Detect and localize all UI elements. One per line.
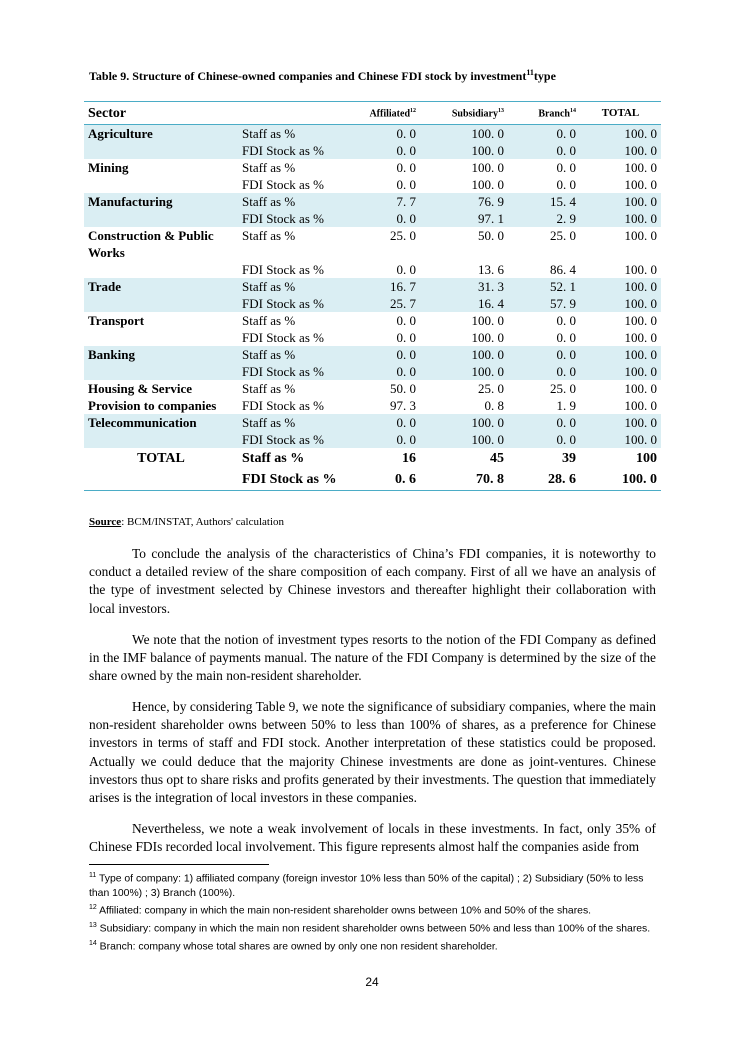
measure-cell: Staff as %: [238, 278, 354, 295]
measure-cell: Staff as %: [242, 228, 296, 243]
table-caption: Table 9. Structure of Chinese-owned companies and Chinese FDI stock by investment$^{11}$type: [89, 68, 556, 83]
affiliated-cell: 0. 0: [354, 210, 420, 227]
total-cell: 100: [636, 451, 657, 466]
affiliated-cell: 0. 0: [354, 346, 420, 363]
sector-cell: Mining: [88, 160, 129, 175]
total-cell: 100. 0: [624, 330, 657, 345]
table-row: [84, 329, 661, 346]
measure-cell: FDI Stock as %: [238, 142, 354, 159]
footnote: $^{12}$ Affiliated: company in which the main non-resident shareholder owns between 10% and 50% of the shares.: [89, 904, 592, 917]
measure-cell: FDI Stock as %: [242, 262, 324, 277]
branch-cell: 0. 0: [508, 125, 580, 143]
table-row: [84, 142, 661, 159]
footnote: $^{11}$ Type of company: 1) affiliated company (foreign investor 10% less than 50% of the capital) ; 2) Subsidiary (50% to less than 100%) ; 3) Branch (100%).: [89, 872, 644, 899]
total-cell: 100. 0: [580, 193, 661, 210]
branch-cell: 0. 0: [556, 313, 576, 328]
paragraph: We note that the notion of investment types resorts to the notion of the FDI Company as defined in the IMF balance of payments manual. The nature of the FDI Company is determined by the size of the share owned by the main non-resident shareholder.: [89, 632, 656, 684]
measure-cell: Staff as %: [242, 451, 305, 466]
branch-cell: 86. 4: [550, 262, 576, 277]
measure-cell: Staff as %: [238, 414, 354, 431]
total-cell: 100. 0: [624, 160, 657, 175]
subsidiary-cell: 31. 3: [420, 278, 508, 295]
branch-cell: 0. 0: [556, 177, 576, 192]
subsidiary-cell: 70. 8: [420, 469, 508, 491]
branch-cell: 28. 6: [508, 469, 580, 491]
subsidiary-cell: 50. 0: [478, 228, 504, 243]
branch-cell: 25. 0: [550, 381, 576, 396]
table-row: [84, 210, 661, 227]
subsidiary-cell: 100. 0: [471, 330, 504, 345]
branch-cell: 0. 0: [556, 160, 576, 175]
affiliated-cell: 50. 0: [390, 381, 416, 396]
branch-cell: 52. 1: [508, 278, 580, 295]
affiliated-cell: 0. 0: [396, 177, 416, 192]
header-sector: Sector: [84, 102, 238, 125]
table-row: [84, 159, 661, 176]
total-cell: 100. 0: [580, 469, 661, 491]
affiliated-cell: 0. 0: [396, 313, 416, 328]
page-number: 24: [365, 975, 379, 989]
affiliated-cell: 0. 0: [396, 262, 416, 277]
branch-cell: 25. 0: [550, 228, 576, 243]
measure-cell: Staff as %: [238, 193, 354, 210]
measure-cell: Staff as %: [242, 160, 296, 175]
measure-cell: FDI Stock as %: [238, 295, 354, 312]
sector-cell: [84, 469, 238, 491]
total-cell: 100. 0: [624, 262, 657, 277]
sector-cell: Trade: [84, 278, 238, 295]
branch-cell: 39: [562, 451, 576, 466]
affiliated-cell: 25. 0: [390, 228, 416, 243]
total-cell: 100. 0: [580, 278, 661, 295]
subsidiary-cell: 100. 0: [420, 414, 508, 431]
table-row: [84, 380, 661, 397]
total-cell: 100. 0: [580, 295, 661, 312]
measure-cell: FDI Stock as %: [242, 398, 324, 413]
branch-cell: 0. 0: [508, 414, 580, 431]
total-cell: 100. 0: [624, 228, 657, 243]
subsidiary-cell: 0. 8: [484, 398, 504, 413]
footnote-divider: [89, 864, 269, 865]
branch-cell: 0. 0: [508, 363, 580, 380]
table-row: [84, 227, 661, 261]
affiliated-cell: 0. 0: [354, 431, 420, 448]
header-affiliated: Affiliated$^{12}$: [354, 102, 420, 125]
subsidiary-cell: 13. 6: [478, 262, 504, 277]
header-branch: Branch$^{14}$: [508, 102, 580, 125]
total-cell: 100. 0: [624, 313, 657, 328]
sector-cell: Telecommunication: [84, 414, 238, 431]
total-cell: 100. 0: [580, 414, 661, 431]
total-cell: 100. 0: [624, 177, 657, 192]
measure-cell: Staff as %: [242, 313, 296, 328]
measure-cell: FDI Stock as %: [238, 469, 354, 491]
affiliated-cell: 16. 7: [354, 278, 420, 295]
paragraph: Nevertheless, we note a weak involvement of locals in these investments. In fact, only 35% of Chinese FDIs recorded local involvement. This figure represents almost half the companies aside from: [89, 821, 656, 855]
paragraph: Hence, by considering Table 9, we note the significance of subsidiary companies, where the main non-resident shareholder owns between 50% to less than 100% of shares, as a preference for Chinese investors in terms of staff and FDI stock. Another interpretation of these statistics could be proposed. Actually we could deduce that the majority Chinese investments are done as joint-ventures. Chinese investors thus opt to share risks and profits generated by their investments. The question that immediately arises is the integration of local investors in these companies.: [89, 699, 656, 806]
measure-cell: FDI Stock as %: [238, 431, 354, 448]
total-cell: 100. 0: [580, 125, 661, 143]
table-header-row: [84, 102, 661, 125]
sector-cell: [84, 431, 238, 448]
branch-cell: 1. 9: [556, 398, 576, 413]
affiliated-cell: 97. 3: [390, 398, 416, 413]
table-body: [84, 125, 661, 491]
affiliated-cell: 0. 0: [354, 125, 420, 143]
table-row: [84, 363, 661, 380]
measure-cell: FDI Stock as %: [242, 177, 324, 192]
sector-cell: Housing & Service: [88, 381, 192, 396]
branch-cell: 0. 0: [508, 431, 580, 448]
paragraph: To conclude the analysis of the characteristics of China’s FDI companies, it is noteworthy to conduct a detailed review of the share composition of each company. First of all we have an analysis of the type of investment selected by Chinese investors and thereafter highlight their collaboration with local investors.: [89, 546, 656, 616]
sector-cell: TOTAL: [137, 451, 185, 466]
header-total: TOTAL: [580, 102, 661, 125]
fdi-structure-table: [84, 101, 661, 491]
total-cell: 100. 0: [580, 431, 661, 448]
header-subsidiary: Subsidiary$^{13}$: [420, 102, 508, 125]
measure-cell: FDI Stock as %: [238, 363, 354, 380]
footnotes: [89, 869, 659, 954]
total-cell: 100. 0: [624, 398, 657, 413]
table-row: [84, 397, 661, 414]
table-row: [84, 261, 661, 278]
table-row: [84, 431, 661, 448]
subsidiary-cell: 97. 1: [420, 210, 508, 227]
affiliated-cell: 7. 7: [354, 193, 420, 210]
affiliated-cell: 0. 0: [354, 363, 420, 380]
sector-cell: Manufacturing: [84, 193, 238, 210]
measure-cell: Staff as %: [238, 125, 354, 143]
branch-cell: 57. 9: [508, 295, 580, 312]
table-row: [84, 193, 661, 210]
sector-cell: Provision to companies: [88, 398, 217, 413]
branch-cell: 2. 9: [508, 210, 580, 227]
subsidiary-cell: 100. 0: [420, 431, 508, 448]
subsidiary-cell: 100. 0: [420, 363, 508, 380]
measure-cell: FDI Stock as %: [238, 210, 354, 227]
subsidiary-cell: 100. 0: [471, 160, 504, 175]
subsidiary-cell: 76. 9: [420, 193, 508, 210]
table-row: [84, 448, 661, 469]
sector-cell: [84, 329, 238, 346]
affiliated-cell: 0. 6: [354, 469, 420, 491]
total-cell: 100. 0: [580, 346, 661, 363]
sector-cell: [84, 295, 238, 312]
sector-cell: [84, 210, 238, 227]
affiliated-cell: 16: [402, 451, 416, 466]
sector-cell: Construction & Public Works: [88, 228, 214, 260]
subsidiary-cell: 100. 0: [471, 313, 504, 328]
subsidiary-cell: 100. 0: [420, 346, 508, 363]
total-cell: 100. 0: [580, 142, 661, 159]
table-row: [84, 176, 661, 193]
sector-cell: [84, 363, 238, 380]
subsidiary-cell: 25. 0: [478, 381, 504, 396]
subsidiary-cell: 100. 0: [471, 177, 504, 192]
affiliated-cell: 0. 0: [396, 330, 416, 345]
branch-cell: 0. 0: [508, 346, 580, 363]
sector-cell: [84, 261, 238, 278]
total-cell: 100. 0: [580, 210, 661, 227]
subsidiary-cell: 45: [490, 451, 504, 466]
sector-cell: Agriculture: [84, 125, 238, 143]
affiliated-cell: 0. 0: [354, 414, 420, 431]
total-cell: 100. 0: [580, 363, 661, 380]
total-cell: 100. 0: [624, 381, 657, 396]
table-row: [84, 278, 661, 295]
measure-cell: Staff as %: [238, 346, 354, 363]
sector-cell: [84, 176, 238, 193]
subsidiary-cell: 16. 4: [420, 295, 508, 312]
branch-cell: 15. 4: [508, 193, 580, 210]
affiliated-cell: 0. 0: [354, 142, 420, 159]
branch-cell: 0. 0: [556, 330, 576, 345]
table-row: [84, 312, 661, 329]
sector-cell: [84, 142, 238, 159]
sector-cell: Banking: [84, 346, 238, 363]
branch-cell: 0. 0: [508, 142, 580, 159]
measure-cell: FDI Stock as %: [242, 330, 324, 345]
table-row: [84, 295, 661, 312]
footnote-ref: 11: [526, 68, 534, 77]
table-source: Source: BCM/INSTAT, Authors' calculation: [89, 516, 285, 528]
affiliated-cell: 0. 0: [396, 160, 416, 175]
table-row: [84, 346, 661, 363]
subsidiary-cell: 100. 0: [420, 125, 508, 143]
sector-cell: Transport: [88, 313, 145, 328]
measure-cell: Staff as %: [242, 381, 296, 396]
affiliated-cell: 25. 7: [354, 295, 420, 312]
table-row: [84, 125, 661, 143]
table-row: [84, 414, 661, 431]
footnote: $^{14}$ Branch: company whose total shares are owned by only one non resident shareholder.: [89, 939, 498, 953]
subsidiary-cell: 100. 0: [420, 142, 508, 159]
footnote: $^{13}$ Subsidiary: company in which the main non resident shareholder owns between 50% and less than 100% of the shares.: [89, 921, 651, 935]
table-row: [84, 469, 661, 491]
